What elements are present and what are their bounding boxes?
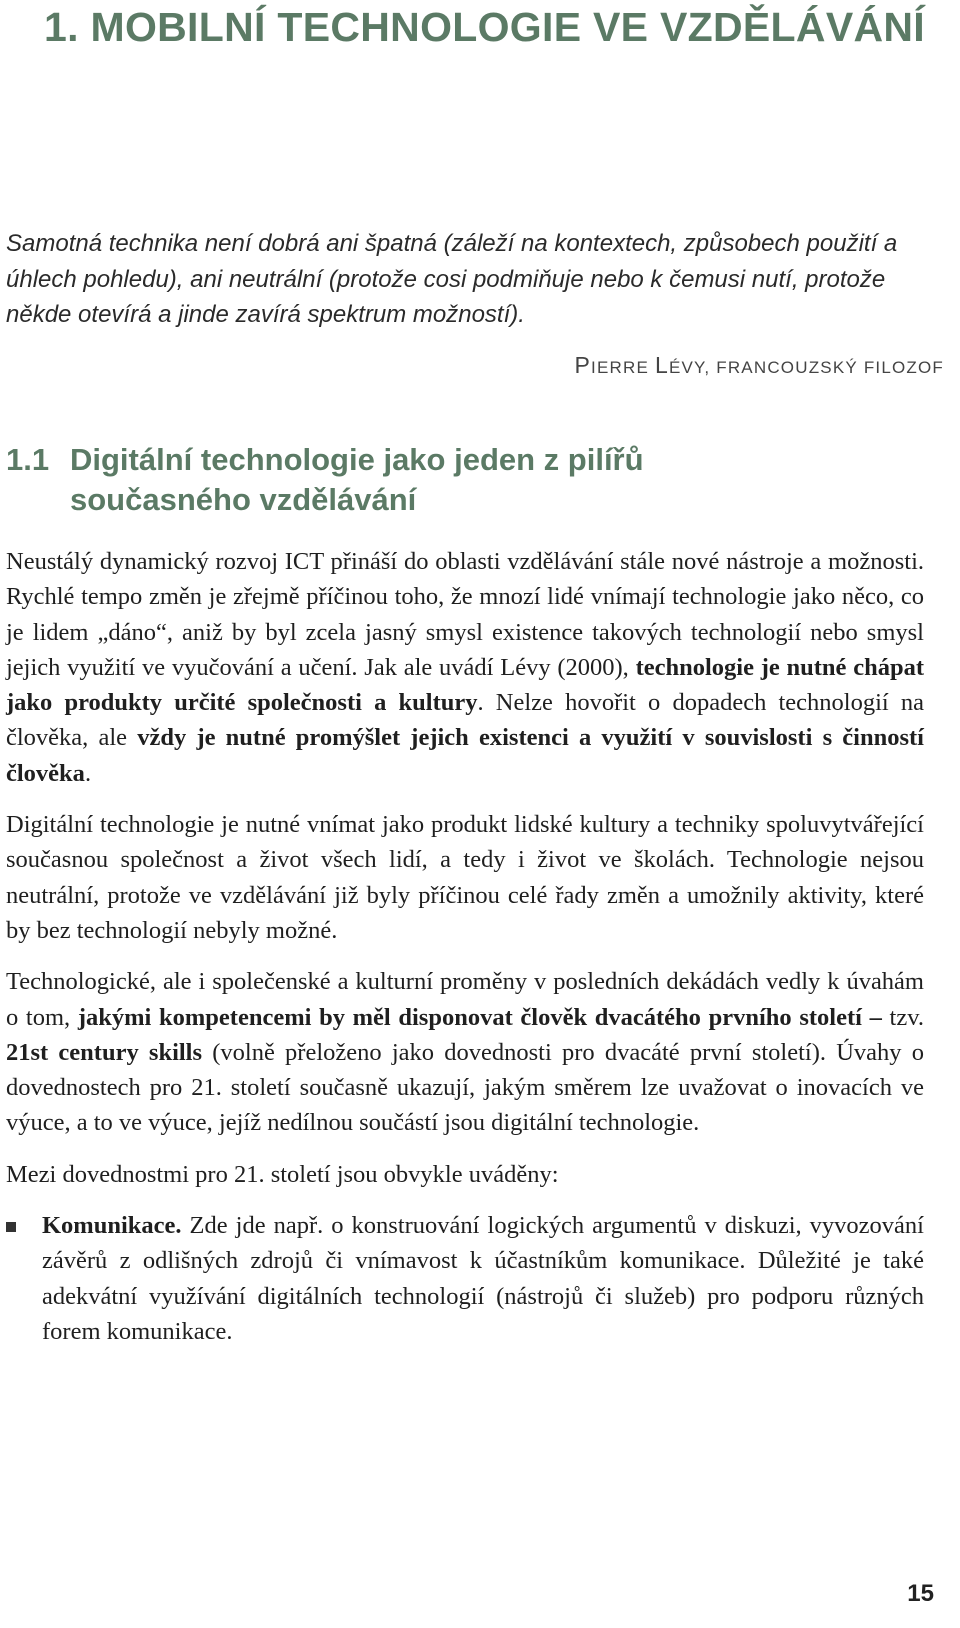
motto-author xyxy=(575,352,945,379)
section-heading xyxy=(6,440,644,520)
text-run: Technologické, ale i společenské a kulturní proměny v posledních dekádách vedly k úvahám o tom, xyxy=(6,968,924,1031)
list-item-title: Komunikace. xyxy=(42,1212,182,1240)
square-bullet-icon xyxy=(6,1222,16,1232)
page-number: 15 xyxy=(907,1580,934,1607)
author-initial: P xyxy=(574,352,592,378)
section-title-line1: Digitální technologie jako jeden z pilířů xyxy=(70,442,644,477)
emphasis: vždy je nutné promýšlet jejich existenci a využití v souvislosti s činností člověka xyxy=(6,724,924,787)
text-run: tzv. xyxy=(881,1003,924,1031)
body-text xyxy=(6,544,924,1349)
emphasis: technologie je nutné chápat jako produkty určité společnosti a kultury xyxy=(6,653,924,717)
paragraph xyxy=(6,544,924,791)
section-title-line2: současného vzdělávání xyxy=(70,482,417,517)
list-item xyxy=(6,1208,924,1349)
list-item-text: Zde jde např. o konstruování logických argumentů v diskuzi, vyvozování závěrů z odlišných zdrojů či vnímavost k účastníkům komunikace. Důležité je také adekvátní využívání digitálních technologií (nástrojů či služeb) pro podporu různých forem komunikace. xyxy=(42,1212,924,1345)
emphasis: jakými kompetencemi by měl disponovat člověk dvacátého prvního století – xyxy=(77,1003,882,1031)
emphasis: 21st century skills xyxy=(6,1038,203,1066)
paragraph: Digitální technologie je nutné vnímat jako produkt lidské kultury a techniky spoluvytvářející současnou společnost a život všech lidí, a tedy i život ve školách. Technologie nejsou neutrální, protože ve vzdělávání již byly příčinou celé řady změn a umožnily aktivity, které by bez technologií nebyly možné. xyxy=(6,811,924,944)
chapter-title: 1. MOBILNÍ TECHNOLOGIE VE VZDĚLÁVÁNÍ xyxy=(44,4,925,50)
author-surname-rest: ÉVY xyxy=(668,358,705,377)
text-run: . Nelze hovořit o dopadech technologií na člověka, ale xyxy=(6,689,924,752)
author-initial: L xyxy=(654,352,669,378)
text-run: Neustálý dynamický rozvoj ICT přináší do oblasti vzdělávání stále nové nástroje a možnosti. Rychlé tempo změn je zřejmě příčinou toho, že mnozí lidé vnímají technologie jako něco, co je lidem „dáno“, aniž by byl zcela jasný smysl existence takových technologií nebo smysl jejich využití ve vyučování a učení. Jak ale uvádí Lévy (2000), xyxy=(6,548,924,681)
text-run: (volně přeloženo jako dovednosti pro dvacáté první století). Úvahy o dovednostech pro 21. století současně ukazují, jakým směrem lze uvažovat o inovacích ve výuce, a to ve výuce, jejíž nedílnou součástí jsou digitální technologie. xyxy=(6,1038,924,1137)
skills-list xyxy=(6,1208,924,1349)
paragraph xyxy=(6,964,924,1140)
section-number: 1.1 xyxy=(6,442,50,477)
text-run: . xyxy=(84,759,92,787)
author-role: , FRANCOUZSKÝ FILOZOF xyxy=(704,358,944,377)
author-name-rest: IERRE xyxy=(591,358,650,377)
motto-quote: Samotná technika není dobrá ani špatná (záleží na kontextech, způsobech použití a úhlech pohledu), ani neutrální (protože cosi podmiňuje nebo k čemusi nutí, protože někde otevírá a jinde zavírá spektrum možností). xyxy=(6,230,898,328)
paragraph: Mezi dovednostmi pro 21. století jsou obvykle uváděny: xyxy=(6,1160,559,1188)
